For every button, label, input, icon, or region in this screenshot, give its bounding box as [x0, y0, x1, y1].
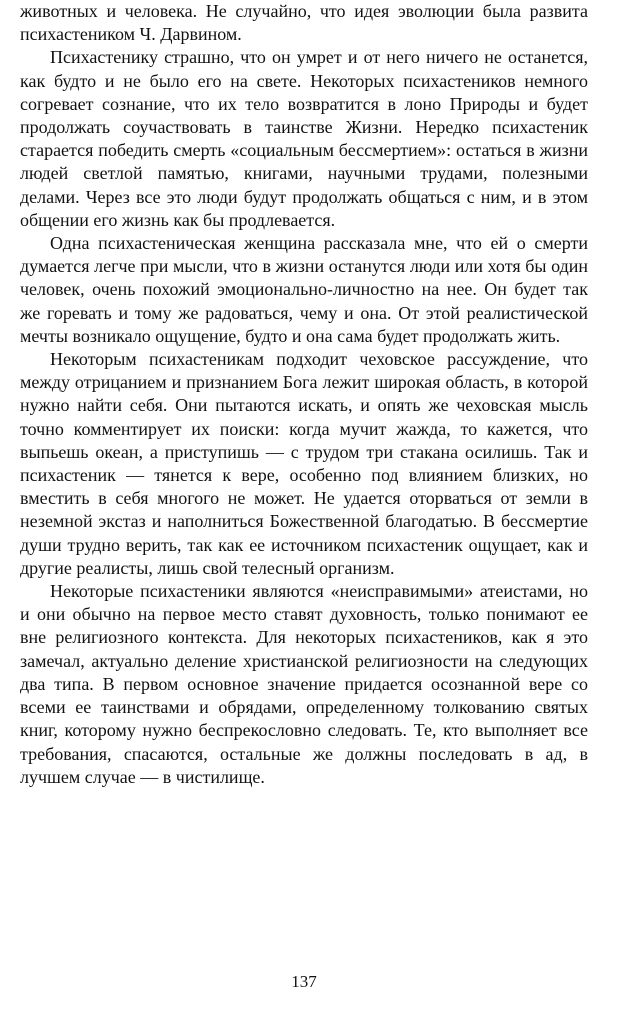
paragraph-continuation: животных и человека. Не случайно, что идея эволюции была развита психастеником Ч. Дарвином. — [20, 1, 588, 45]
paragraph: Психастенику страшно, что он умрет и от него ничего не останется, как будто и не было его на свете. Некоторых психастеников немного согревает сознание, что их тело возвратится в лоно Природы и будет продолжать соучаствовать в таинстве Жизни. Нередко психастеник старается победить смерть «социальным бессмертием»: остаться в жизни людей светлой памятью, книгами, научными трудами, полезными делами. Через все это люди будут продолжать общаться с ним, и в этом общении его жизнь как бы продлевается. — [20, 47, 588, 230]
paragraph: Некоторым психастеникам подходит чеховское рассуждение, что между отрицанием и признанием Бога лежит широкая область, в которой нужно найти себя. Они пытаются искать, и опять же чеховская мысль точно комментирует их поиски: когда мучит жажда, то кажется, что выпьешь океан, а приступишь — с трудом три стакана осилишь. Так и психастеник — тянется к вере, особенно под влиянием близких, но вместить в себя многого не может. Не удается оторваться от земли в неземной экстаз и наполниться Божественной благодатью. В бессмертие души трудно верить, так как ее источником психастеник ощущает, как и другие реалисты, лишь свой телесный организм. — [20, 349, 588, 578]
page-number: 137 — [291, 972, 317, 991]
paragraph: Одна психастеническая женщина рассказала мне, что ей о смерти думается легче при мысли, что в жизни останутся люди или хотя бы один человек, очень похожий эмоционально-личностно на нее. Он будет так же горевать и тому же радоваться, чему и она. От этой реалистической мечты возникало ощущение, будто и она сама будет продолжать жить. — [20, 233, 588, 346]
paragraph: Некоторые психастеники являются «неисправимыми» атеистами, но и они обычно на первое место ставят духовность, только понимают ее вне религиозного контекста. Для некоторых психастеников, как я это замечал, актуально деление христианской религиозности на следующих два типа. В первом основное значение придается осознанной вере со всеми ее таинствами и обрядами, определенному толкованию святых книг, которому нужно беспрекословно следовать. Те, кто выполняет все требования, спасаются, остальные же должны последовать в ад, в лучшем случае — в чистилище. — [20, 581, 588, 787]
book-page — [20, 0, 588, 1010]
